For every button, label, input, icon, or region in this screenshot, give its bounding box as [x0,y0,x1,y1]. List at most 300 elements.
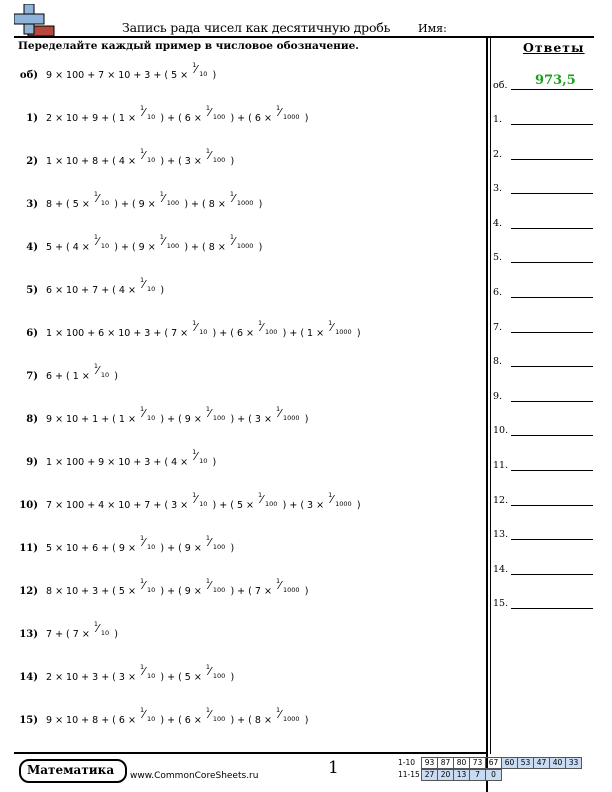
answer-line[interactable] [511,539,593,540]
answer-label: 5. [493,252,503,264]
problem-label: 8) [26,414,38,425]
fraction-slash: ⁄ [208,665,211,678]
expression-text: ) + ( 3 × [279,500,328,511]
fraction-numerator: 1 [159,233,164,241]
fraction-numerator: 1 [93,233,98,241]
fraction-slash: ⁄ [142,278,145,291]
fraction-slash: ⁄ [142,579,145,592]
fraction-denominator: 10 [199,70,208,78]
expression-text: ) [301,715,309,726]
fraction-numerator: 1 [93,362,98,370]
fraction-slash: ⁄ [208,708,211,721]
fraction-denominator: 1000 [282,414,300,422]
fraction-numerator: 1 [139,663,145,671]
answer-label: 6. [493,287,503,298]
fraction-numerator: 1 [275,706,281,714]
score-cell: 87 [437,757,454,769]
fraction [205,104,227,123]
logo-icon [14,4,56,38]
problem-11 [14,534,235,554]
expression-text: ) [353,328,361,339]
fraction-numerator: 1 [192,448,197,456]
problem-expression [46,448,217,468]
problem-expression [46,147,235,167]
problem-expression [46,534,235,554]
fraction [275,405,301,424]
problem-label: 13) [19,629,38,640]
answer-line[interactable] [511,159,593,160]
score-cell: 80 [453,757,470,769]
answer-line[interactable] [511,228,593,229]
problem-5 [14,276,165,296]
fraction-denominator: 100 [212,672,226,680]
fraction-slash: ⁄ [232,192,235,205]
fraction-numerator: 1 [192,61,197,69]
fraction-denominator: 10 [100,629,110,637]
problem-14 [14,663,235,683]
score-row-label: 1-10 [398,758,416,767]
fraction-slash: ⁄ [278,407,281,420]
problem-expression [46,233,263,253]
name-label: Имя: [418,22,447,35]
expression-text: ) [301,113,309,124]
fraction-denominator: 10 [146,543,156,551]
score-row [398,769,502,781]
worksheet-title: Запись рада чисел как десятичную дробь [122,20,391,35]
fraction [139,577,156,596]
problem-4 [14,233,263,253]
problem-expression [46,276,165,296]
expression-text: 2 × 10 + 3 + ( 3 × [46,672,139,683]
answer-label: 7. [493,321,503,333]
fraction [258,319,279,338]
score-cell: 53 [517,757,534,769]
score-cell: 47 [533,757,550,769]
answer-line[interactable] [511,297,593,298]
answer-line[interactable] [511,124,593,125]
problem-label: 10) [19,500,38,511]
fraction-slash: ⁄ [261,321,263,334]
fraction-denominator: 100 [212,586,226,594]
fraction-slash: ⁄ [278,106,281,119]
fraction-slash: ⁄ [195,63,197,76]
fraction-numerator: 1 [93,620,98,628]
answer-line[interactable] [511,401,593,402]
answer-label: 2. [493,148,503,160]
answer-line[interactable] [511,505,593,506]
fraction-denominator: 10 [199,457,208,465]
fraction-numerator: 1 [139,276,145,284]
expression-text: 6 × 10 + 7 + ( 4 × [46,285,139,296]
fraction-slash: ⁄ [208,106,211,119]
fraction-slash: ⁄ [278,708,281,721]
score-cell: 27 [421,769,438,781]
problem-12 [14,577,309,597]
fraction-denominator: 100 [212,156,226,164]
fraction-numerator: 1 [205,706,210,714]
fraction-slash: ⁄ [96,192,99,205]
fraction-numerator: 1 [328,491,333,499]
expression-text: 5 × 10 + 6 + ( 9 × [46,543,139,554]
fraction-numerator: 1 [159,190,164,198]
fraction [205,706,227,725]
problem-expression [46,706,309,726]
score-cell: 73 [469,757,486,769]
problem-9 [14,448,217,468]
score-cell: 20 [437,769,454,781]
expression-text: 8 × 10 + 3 + ( 5 × [46,586,139,597]
fraction-numerator: 1 [275,577,281,585]
fraction-denominator: 100 [212,113,226,121]
expression-text: ) [227,543,235,554]
score-cell: 7 [469,769,486,781]
score-cell: 60 [501,757,518,769]
fraction-slash: ⁄ [208,149,211,162]
answer-example-line [511,89,593,90]
expression-text: ) + ( 9 × [157,543,205,554]
problem-expression [46,362,118,382]
expression-text: ) [301,414,309,425]
fraction-slash: ⁄ [232,235,235,248]
fraction-slash: ⁄ [96,235,99,248]
problem-6 [14,319,361,339]
problem-label: 3) [26,199,38,210]
problem-label: 11) [19,543,38,554]
fraction [328,319,353,338]
expression-text: ) + ( 6 × [157,113,205,124]
answer-line[interactable] [511,332,593,333]
answers-header: Ответы [523,40,585,55]
fraction [159,190,181,209]
fraction-slash: ⁄ [331,321,333,334]
fraction [159,233,181,252]
problem-10 [14,491,361,511]
fraction-slash: ⁄ [261,493,263,506]
answer-label: 10. [493,425,509,437]
fraction-numerator: 1 [229,190,234,198]
score-cell: 0 [485,769,502,781]
fraction-denominator: 10 [146,715,156,723]
fraction-numerator: 1 [139,104,145,112]
problem-2 [14,147,235,167]
fraction-numerator: 1 [258,319,263,327]
problem-expression [46,190,263,210]
fraction-numerator: 1 [205,104,210,112]
problem-label: 9) [26,457,38,468]
fraction-numerator: 1 [328,319,333,327]
problem-expression [46,491,361,511]
expression-text: 1 × 10 + 8 + ( 4 × [46,156,139,167]
fraction-denominator: 10 [146,156,156,164]
expression-text: ) + ( 9 × [157,586,205,597]
fraction [93,620,110,639]
fraction-denominator: 10 [146,285,156,293]
fraction-denominator: 1000 [282,586,300,594]
expression-text: ) + ( 8 × [181,199,229,210]
fraction-denominator: 10 [199,500,208,508]
fraction [139,405,156,424]
fraction [205,405,227,424]
fraction [192,319,208,338]
fraction-numerator: 1 [205,405,210,413]
expression-text: ) + ( 5 × [157,672,205,683]
expression-text: ) [209,457,217,468]
footer-divider [14,752,487,754]
fraction-slash: ⁄ [195,321,197,334]
problem-label: 4) [26,242,38,253]
expression-text: ) + ( 9 × [111,199,159,210]
answer-line[interactable] [511,366,593,367]
expression-text: ) [157,285,165,296]
fraction-denominator: 1000 [335,500,352,508]
fraction-denominator: 1000 [335,328,352,336]
fraction-numerator: 1 [205,577,210,585]
fraction-denominator: 10 [100,371,110,379]
fraction-denominator: 100 [166,242,180,250]
expression-text: ) [353,500,361,511]
fraction [275,577,301,596]
answer-label: 1. [493,114,503,125]
fraction-slash: ⁄ [208,407,211,420]
fraction [328,491,353,510]
fraction-slash: ⁄ [162,192,165,205]
expression-text: 9 × 10 + 1 + ( 1 × [46,414,139,425]
answer-line[interactable] [511,262,593,263]
fraction [229,190,255,209]
answer-label: 13. [493,529,509,541]
answer-line[interactable] [511,608,593,609]
problem-expression [46,61,217,81]
expression-text: ) + ( 7 × [227,586,275,597]
fraction-numerator: 1 [192,319,197,327]
fraction-numerator: 1 [258,491,263,499]
fraction [205,577,227,596]
fraction-denominator: 100 [212,414,226,422]
expression-text: 5 + ( 4 × [46,242,93,253]
expression-text: ) [255,242,263,253]
problem-7 [14,362,118,382]
fraction-denominator: 100 [166,199,180,207]
fraction-denominator: 10 [100,242,110,250]
fraction-denominator: 1000 [236,199,254,207]
problem-1 [14,104,309,124]
expression-text: ) [111,371,118,382]
expression-text: 6 + ( 1 × [46,371,93,382]
fraction [205,147,227,166]
expression-text: ) + ( 8 × [181,242,229,253]
expression-text: 7 + ( 7 × [46,629,93,640]
fraction-slash: ⁄ [208,579,211,592]
fraction-slash: ⁄ [278,579,281,592]
answer-label: 15. [493,598,509,610]
expression-text: 2 × 10 + 9 + ( 1 × [46,113,139,124]
expression-text: ) + ( 1 × [279,328,328,339]
fraction-slash: ⁄ [142,708,145,721]
problem-label: 5) [26,285,38,296]
expression-text: ) [301,586,309,597]
fraction-denominator: 100 [212,543,226,551]
fraction-slash: ⁄ [208,536,211,549]
fraction [258,491,279,510]
fraction [205,663,227,682]
problem-label: об) [19,70,38,81]
fraction-numerator: 1 [275,405,281,413]
expression-text: ) [209,70,217,81]
fraction-numerator: 1 [205,534,210,542]
problem-expression [46,104,309,124]
fraction-numerator: 1 [229,233,234,241]
fraction-slash: ⁄ [331,493,333,506]
fraction-denominator: 100 [265,500,278,508]
fraction [93,362,110,381]
expression-text: ) + ( 6 × [227,113,275,124]
expression-text: ) [111,629,118,640]
answer-line[interactable] [511,193,593,194]
expression-text: 9 × 100 + 7 × 10 + 3 + ( 5 × [46,70,192,81]
page-number: 1 [328,758,339,778]
fraction [93,233,110,252]
site-url: www.CommonCoreSheets.ru [130,771,259,781]
fraction [139,276,156,295]
fraction [192,61,208,80]
answer-label: 3. [493,183,503,195]
fraction [139,663,156,682]
fraction [275,706,301,725]
answer-label: 14. [493,563,509,575]
fraction-slash: ⁄ [142,665,145,678]
problem-label: 15) [19,715,38,726]
fraction [275,104,301,123]
fraction [229,233,255,252]
fraction-numerator: 1 [139,577,145,585]
fraction-denominator: 1000 [282,113,300,121]
fraction-denominator: 1000 [282,715,300,723]
problem-expression [46,620,118,640]
fraction-denominator: 10 [146,414,156,422]
expression-text: 1 × 100 + 6 × 10 + 3 + ( 7 × [46,328,192,339]
answer-label: 12. [493,494,509,506]
problem-label: 1) [26,113,38,124]
problem-label: 2) [26,156,38,167]
header-divider [14,36,594,38]
fraction-slash: ⁄ [142,106,145,119]
fraction [192,448,208,467]
fraction-numerator: 1 [192,491,197,499]
example-problem [14,61,217,81]
expression-text: ) + ( 6 × [157,715,205,726]
fraction-denominator: 10 [100,199,110,207]
fraction-denominator: 10 [199,328,208,336]
brand-badge [19,759,127,783]
fraction [139,706,156,725]
fraction [93,190,110,209]
score-cell: 93 [421,757,438,769]
expression-text: ) + ( 9 × [157,414,205,425]
expression-text: 8 + ( 5 × [46,199,93,210]
answer-line[interactable] [511,470,593,471]
problem-expression [46,405,309,425]
problem-13 [14,620,118,640]
fraction-denominator: 10 [146,586,156,594]
fraction [139,104,156,123]
fraction-denominator: 10 [146,113,156,121]
problem-3 [14,190,263,210]
fraction-numerator: 1 [275,104,281,112]
expression-text: ) + ( 3 × [227,414,275,425]
fraction-slash: ⁄ [142,407,145,420]
problem-label: 6) [26,328,38,339]
problem-expression [46,663,235,683]
answer-label: 4. [493,217,503,229]
instructions: Переделайте каждый пример в числовое обозначение. [18,40,359,52]
score-row [398,757,582,769]
problem-label: 7) [26,371,38,382]
expression-text: ) [227,672,235,683]
score-row-label: 11-15 [398,770,420,779]
fraction-numerator: 1 [205,663,210,671]
problem-label: 12) [19,586,38,597]
column-divider-thin [490,36,491,754]
fraction-slash: ⁄ [195,450,197,463]
fraction-numerator: 1 [139,147,145,155]
fraction-denominator: 1000 [236,242,254,250]
problem-expression [46,319,361,339]
fraction-numerator: 1 [205,147,210,155]
fraction-slash: ⁄ [96,364,99,377]
answer-label: 11. [493,460,509,471]
answer-line[interactable] [511,435,593,436]
example-answer: 973,5 [535,73,576,88]
fraction-slash: ⁄ [162,235,165,248]
column-divider [486,36,488,792]
problem-8 [14,405,309,425]
fraction-numerator: 1 [139,534,145,542]
fraction-slash: ⁄ [195,493,197,506]
expression-text: ) + ( 8 × [227,715,275,726]
problem-label: 14) [19,672,38,683]
fraction [139,147,156,166]
expression-text: 9 × 10 + 8 + ( 6 × [46,715,139,726]
score-cell: 13 [453,769,470,781]
expression-text: ) [227,156,235,167]
fraction-denominator: 100 [265,328,278,336]
score-cell: 33 [565,757,582,769]
fraction-slash: ⁄ [142,149,145,162]
expression-text: 7 × 100 + 4 × 10 + 7 + ( 3 × [46,500,192,511]
expression-text: ) + ( 9 × [111,242,159,253]
fraction-numerator: 1 [139,405,145,413]
answer-label: 9. [493,390,503,402]
expression-text: ) + ( 5 × [209,500,258,511]
problem-15 [14,706,309,726]
fraction [192,491,208,510]
fraction-slash: ⁄ [96,622,99,635]
answer-line[interactable] [511,574,593,575]
expression-text: ) + ( 3 × [157,156,205,167]
fraction [139,534,156,553]
expression-text: 1 × 100 + 9 × 10 + 3 + ( 4 × [46,457,192,468]
fraction-numerator: 1 [139,706,145,714]
expression-text: ) [255,199,263,210]
fraction-numerator: 1 [93,190,98,198]
fraction [205,534,227,553]
answer-example-label: об. [493,80,508,91]
score-cell: 40 [549,757,566,769]
expression-text: ) + ( 6 × [209,328,258,339]
fraction-slash: ⁄ [142,536,145,549]
answer-label: 8. [493,356,503,368]
score-cell: 67 [485,757,502,769]
